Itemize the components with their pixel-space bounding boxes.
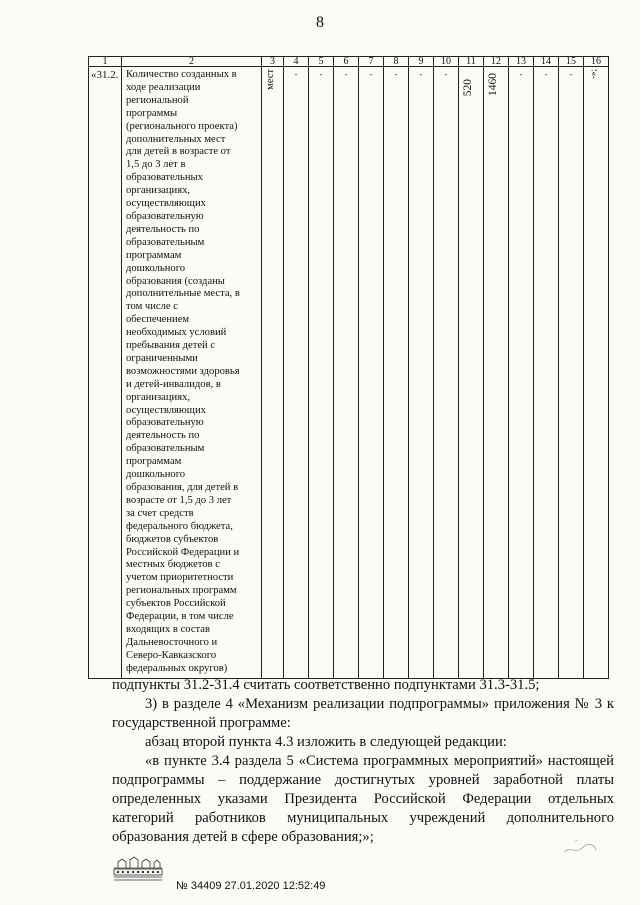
indicator-description <box>122 67 262 679</box>
description-line: дополнительных мест <box>126 133 226 145</box>
value-cell <box>459 67 484 679</box>
value-cell: - <box>434 67 459 679</box>
table-row <box>89 67 609 679</box>
description-line: обеспечением <box>126 314 190 326</box>
header-cell: 5 <box>309 57 334 67</box>
header-cell: 2 <box>122 57 262 67</box>
description-line: осуществляющих <box>126 404 206 416</box>
value-cell: - <box>309 67 334 679</box>
table-header-row <box>89 57 609 67</box>
description-line: ходе реализации <box>126 81 201 93</box>
description-line: Северо-Кавказского <box>126 649 217 661</box>
description-line: организациях, <box>126 185 191 197</box>
description-line: образования (созданы <box>126 275 225 287</box>
description-line: образовательную <box>126 210 204 222</box>
description-line: бюджетов субъектов <box>126 533 219 545</box>
description-line: пребывания детей с <box>126 340 216 352</box>
description-line: организациях, <box>126 391 191 403</box>
value-cell: - <box>534 67 559 679</box>
description-line: Федерации, в том числе <box>126 611 234 623</box>
handwritten-mark-icon <box>560 836 600 860</box>
paragraph-section4: 3) в разделе 4 «Механизм реализации подпрограммы» приложения № 3 к государственной программе: <box>112 696 614 731</box>
header-cell: 12 <box>484 57 509 67</box>
paragraph-edit: «в пункте 3.4 раздела 5 «Система программных мероприятий» настоящей подпрограммы – поддержание достигнутых уровней заработной платы определенных указами Президента Российской Федерации отдельных категорий работников муниципальных учреждений дополнительного образования детей в сфере образования;»; <box>112 753 614 845</box>
value-1460: 1460 <box>487 73 499 96</box>
description-line: деятельность по <box>126 430 200 442</box>
description-line: федеральных округов) <box>126 662 228 674</box>
header-cell: 1 <box>89 57 122 67</box>
description-line: субъектов Российской <box>126 598 226 610</box>
description-line: деятельность по <box>126 223 200 235</box>
description-line: возможностями здоровья <box>126 365 240 377</box>
header-cell: 4 <box>284 57 309 67</box>
value-cell <box>484 67 509 679</box>
description-line: (регионального проекта) <box>126 120 238 132</box>
header-cell: 16 <box>584 57 609 67</box>
registration-number: № 34409 27.01.2020 12:52:49 <box>176 880 326 892</box>
description-line: местных бюджетов с <box>126 559 220 571</box>
description-line: за счет средств <box>126 507 194 519</box>
program-indicators-table <box>88 56 609 679</box>
header-cell: 8 <box>384 57 409 67</box>
description-line: необходимых условий <box>126 327 227 339</box>
description-line: ограниченными <box>126 352 198 364</box>
value-520: 520 <box>462 79 474 97</box>
description-line: программам <box>126 456 182 468</box>
description-line: 1,5 до 3 лет в <box>126 159 186 171</box>
value-cell: - <box>509 67 534 679</box>
header-cell: 6 <box>334 57 359 67</box>
registry-logo-icon <box>112 854 164 882</box>
value-cell <box>584 67 609 679</box>
description-line: том числе с <box>126 301 178 313</box>
header-cell: 13 <box>509 57 534 67</box>
value-cell: - <box>559 67 584 679</box>
description-line: для детей в возрасте от <box>126 146 231 158</box>
header-cell: 7 <box>359 57 384 67</box>
page-number: 8 <box>316 14 324 31</box>
unit-label: мест <box>265 69 276 90</box>
description-line: программы <box>126 107 178 119</box>
description-line: образовательным <box>126 443 205 455</box>
description-line: образовательных <box>126 172 203 184</box>
value-cell: - <box>284 67 309 679</box>
description-line: образования, для детей в <box>126 482 239 493</box>
row-number: «31.2. <box>89 67 122 679</box>
paragraph-renumber: подпункты 31.2-31.4 считать соответственно подпунктами 31.3-31.5; <box>112 677 540 693</box>
description-line: входящих в состав <box>126 623 210 635</box>
description-line: Количество созданных в <box>126 69 237 80</box>
header-cell: 14 <box>534 57 559 67</box>
header-cell: 10 <box>434 57 459 67</box>
value-cell: - <box>384 67 409 679</box>
description-line: дополнительные места, в <box>126 288 240 300</box>
header-cell: 11 <box>459 57 484 67</box>
description-line: образовательным <box>126 236 205 248</box>
value-cell: - <box>409 67 434 679</box>
description-line: учетом приоритетности <box>126 572 234 584</box>
description-line: региональных программ <box>126 585 237 597</box>
description-line: и детей-инвалидов, в <box>126 378 221 390</box>
description-line: осуществляющих <box>126 198 206 210</box>
paragraph-abzac: абзац второй пункта 4.3 изложить в следующей редакции: <box>145 734 507 750</box>
description-line: дошкольного <box>126 262 186 274</box>
description-line: региональной <box>126 94 189 106</box>
value-cell: - <box>359 67 384 679</box>
description-line: Российской Федерации и <box>126 546 240 558</box>
value-end: -»; <box>588 69 598 79</box>
header-cell: 9 <box>409 57 434 67</box>
description-line: программам <box>126 249 182 261</box>
header-cell: 15 <box>559 57 584 67</box>
description-line: дошкольного <box>126 469 186 481</box>
description-line: возрасте от 1,5 до 3 лет <box>126 494 232 506</box>
unit-cell <box>262 67 284 679</box>
description-line: федерального бюджета, <box>126 520 233 532</box>
header-cell: 3 <box>262 57 284 67</box>
description-line: образовательную <box>126 417 204 429</box>
value-cell: - <box>334 67 359 679</box>
description-line: Дальневосточного и <box>126 636 218 648</box>
